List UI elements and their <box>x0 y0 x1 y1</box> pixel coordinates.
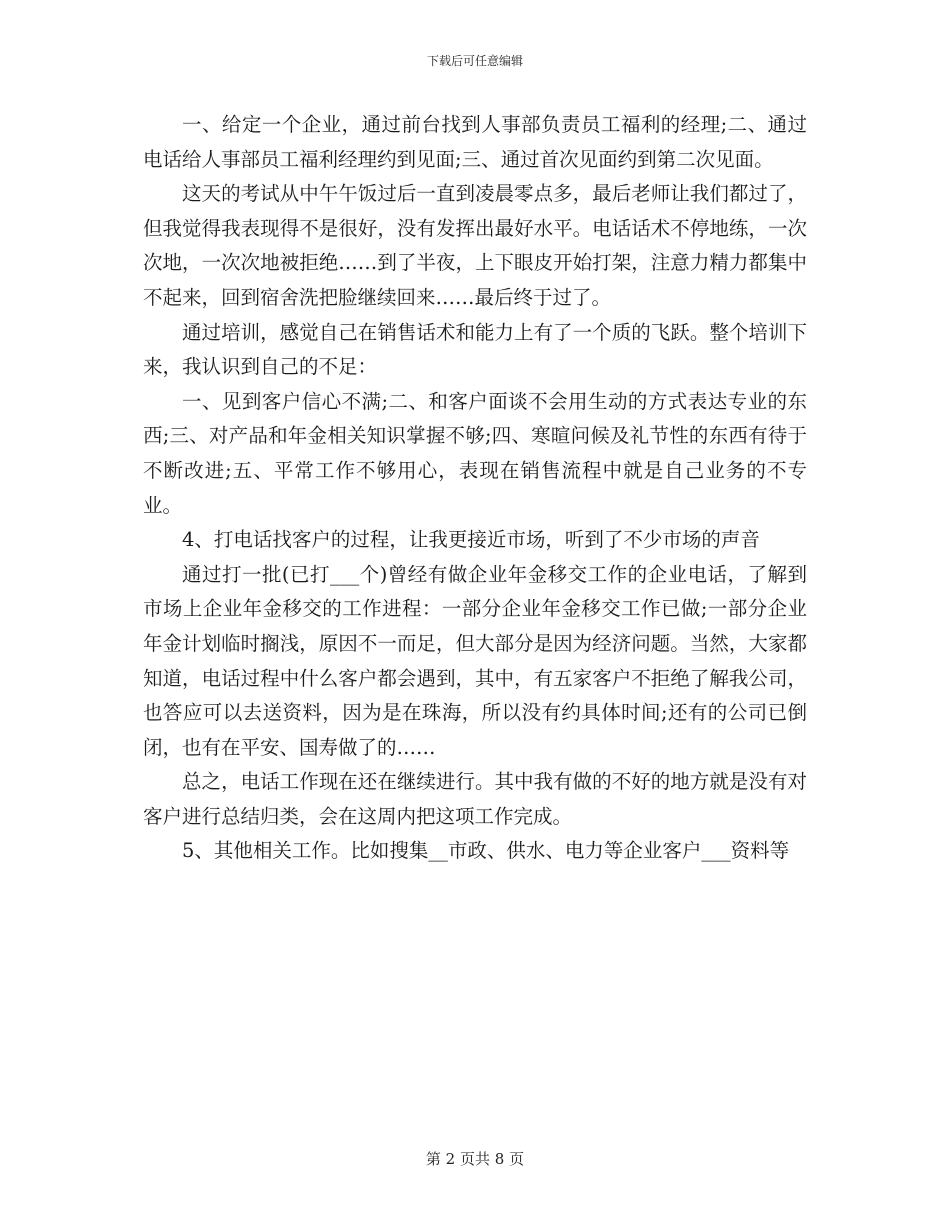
paragraph-5: 4、打电话找客户的过程，让我更接近市场，听到了不少市场的声音 <box>182 528 760 552</box>
page-header: 下载后可任意编辑 <box>426 54 523 68</box>
paragraph-3: 通过培训，感觉自己在销售话术和能力上有了一个质的飞跃。整个培训下来，我认识到自己的不足： <box>143 320 807 379</box>
paragraph-1: 一、给定一个企业，通过前台找到人事部负责员工福利的经理;二、通过电话给人事部员工福利经理约到见面;三、通过首次见面约到第二次见面。 <box>143 113 807 171</box>
paragraph-8: 5、其他相关工作。比如搜集__市政、供水、电力等企业客户___资料等 <box>182 839 790 863</box>
paragraph-6: 通过打一批(已打___个)曾经有做企业年金移交工作的企业电话，了解到市场上企业年金移交的工作进程：一部分企业年金移交工作已做;一部分企业年金计划临时搁浅，原因不一而足，但大部分是因为经济问题。当然，大家都知道，电话过程中什么客户都会遇到，其中，有五家客户不拒绝了解我公司，也答应可以去送资料，因为是在珠海，所以没有约具体时间;还有的公司已倒闭，也有在平安、国寿做了的…… <box>143 562 807 759</box>
document-body <box>143 108 807 869</box>
page-footer: 第 2 页共 8 页 <box>425 1150 525 1168</box>
paragraph-7: 总之，电话工作现在还在继续进行。其中我有做的不好的地方就是没有对客户进行总结归类，会在这周内把这项工作完成。 <box>143 770 807 828</box>
paragraph-4: 一、见到客户信心不满;二、和客户面谈不会用生动的方式表达专业的东西;三、对产品和年金相关知识掌握不够;四、寒暄问候及礼节性的东西有待于不断改进;五、平常工作不够用心，表现在销售流程中就是自己业务的不专业。 <box>143 389 807 517</box>
paragraph-2: 这天的考试从中午午饭过后一直到凌晨零点多，最后老师让我们都过了，但我觉得我表现得不是很好，没有发挥出最好水平。电话话术不停地练，一次次地，一次次地被拒绝……到了半夜，上下眼皮开始打架，注意力精力都集中不起来，回到宿舍洗把脸继续回来……最后终于过了。 <box>143 182 807 309</box>
